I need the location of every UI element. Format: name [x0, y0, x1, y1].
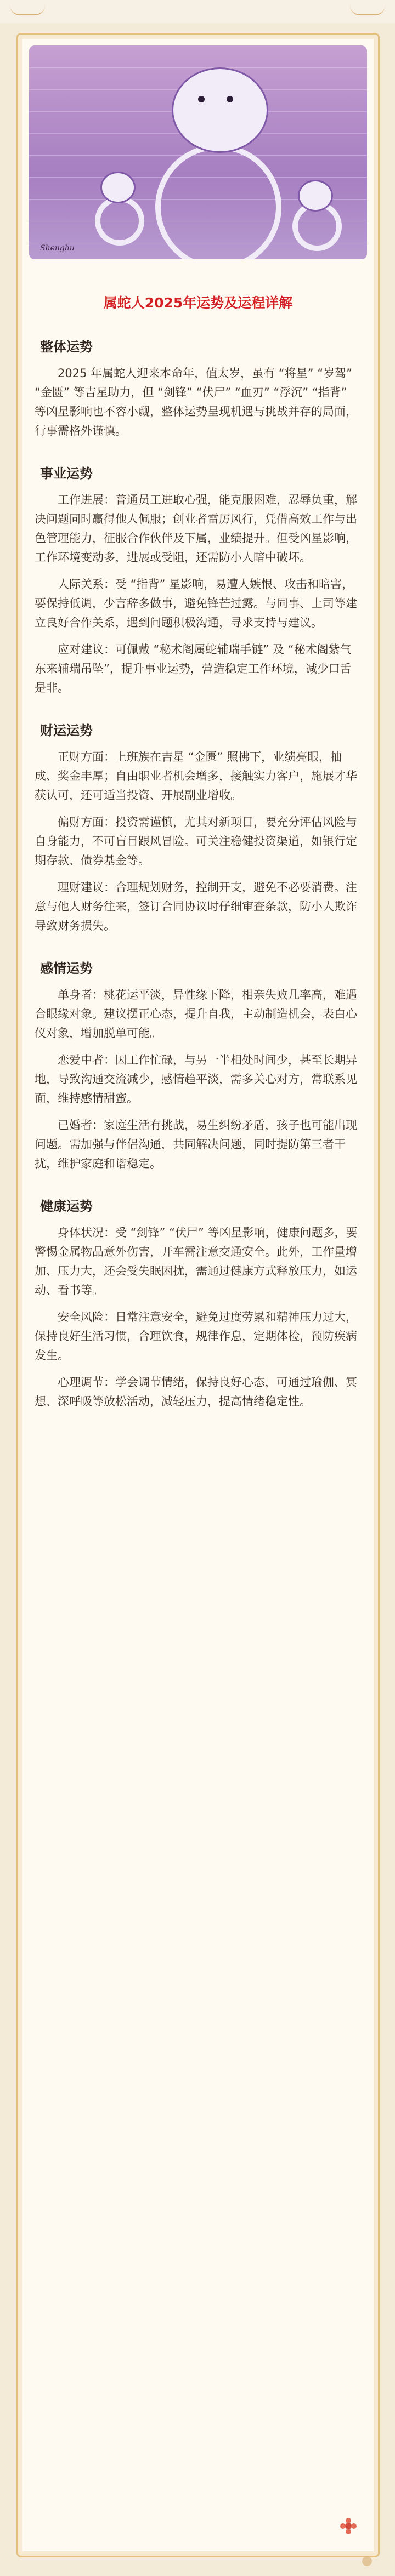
paragraph: 恋爱中者：因工作忙碌，与另一半相处时间少，甚至长期异地，导致沟通交流减少，感情趋平淡，需多关心对方，常联系见面，维持感情甜蜜。 — [35, 1053, 357, 1105]
section-title: 财运运势 — [40, 723, 93, 738]
small-snake-icon — [95, 172, 150, 232]
section-wealth — [35, 720, 362, 936]
ornament-icon — [10, 5, 45, 15]
section-title: 健康运势 — [40, 1199, 93, 1214]
section-title: 事业运势 — [40, 466, 93, 481]
flower-icon — [335, 2513, 362, 2539]
signature: Shenghu — [40, 244, 75, 253]
paragraph: 安全风险：日常注意安全，避免过度劳累和精神压力过大，保持良好生活习惯，合理饮食，规律作息，定期体检，预防疾病发生。 — [35, 1310, 357, 1362]
section-love — [35, 958, 362, 1173]
paragraph: 工作进展：普通员工进取心强，能克服困难，忍辱负重，解决问题同时赢得他人佩服；创业者雷厉风行，凭借高效工作与出色管理能力，征服合作伙伴及下属，业绩提升。但受凶星影响，工作环境变动多，进展或受阻，还需防小人暗中破坏。 — [35, 493, 357, 564]
section-career — [35, 463, 362, 698]
paragraph: 人际关系：受 “指背” 星影响，易遭人嫉恨、攻击和暗害，要保持低调，少言辞多做事，避免锋芒过露。与同事、上司等建立良好合作关系，遇到问题积极沟通，寻求支持与建议。 — [35, 578, 357, 629]
ornament-icon — [350, 5, 385, 15]
section-overall — [35, 336, 362, 441]
paragraph: 身体状况：受 “剑锋” “伏尸” 等凶星影响，健康问题多，要警惕金属物品意外伤害，开车需注意交通安全。此外，工作量增加、压力大，还会受失眠困扰，需通过健康方式释放压力，如运动、看书等。 — [35, 1226, 358, 1297]
page-title: 属蛇人2025年运势及运程详解 — [103, 295, 293, 311]
ornament-icon — [362, 2556, 372, 2566]
paragraph: 心理调节：学会调节情绪，保持良好心态，可通过瑜伽、冥想、深呼吸等放松活动，减轻压力，提高情绪稳定性。 — [35, 1376, 357, 1408]
paragraph: 应对建议：可佩戴 “秘术阁属蛇辅瑞手链” 及 “秘术阁紫气东来辅瑞吊坠”，提升事业运势，营造稳定工作环境，减少口舌是非。 — [35, 643, 352, 694]
hero-illustration — [29, 45, 367, 259]
section-title: 感情运势 — [40, 961, 93, 976]
paragraph: 正财方面：上班族在吉星 “金匮” 照拂下，业绩亮眼，抽成、奖金丰厚；自由职业者机会增多，接触实力客户，施展才华获认可，还可适当投资、开展副业增收。 — [35, 750, 357, 802]
paragraph: 理财建议：合理规划财务，控制开支，避免不必要消费。注意与他人财务往来，签订合同协议时仔细审查条款，防小人欺诈导致财务损失。 — [35, 881, 357, 932]
paragraph: 已婚者：家庭生活有挑战，易生纠纷矛盾，孩子也可能出现问题。需加强与伴侣沟通，共同解决问题，同时提防第三者干扰，维护家庭和谐稳定。 — [35, 1119, 357, 1170]
paragraph: 单身者：桃花运平淡，异性缘下降，相亲失败几率高，难遇合眼缘对象。建议摆正心态，提升自我，主动制造机会，表白心仪对象，增加脱单可能。 — [35, 988, 357, 1040]
article-body — [35, 336, 362, 1433]
paragraph: 2025 年属蛇人迎来本命年，值太岁，虽有 “将星” “岁驾” “金匮” 等吉星助力，但 “剑锋” “伏尸” “血刃” “浮沉” “指背” 等凶星影响也不容小觑，整体运势呈现机遇与挑战并存的局面，行事需格外谨慎。 — [35, 367, 357, 437]
small-snake-icon — [292, 180, 347, 240]
section-title: 整体运势 — [40, 339, 93, 355]
top-band — [0, 0, 395, 23]
section-health — [35, 1195, 362, 1411]
snake-mascot-icon — [155, 62, 281, 243]
article-frame — [16, 33, 380, 2557]
paragraph: 偏财方面：投资需谨慎，尤其对新项目，要充分评估风险与自身能力，不可盲目跟风冒险。可关注稳健投资渠道，如银行定期存款、债券基金等。 — [35, 816, 357, 867]
